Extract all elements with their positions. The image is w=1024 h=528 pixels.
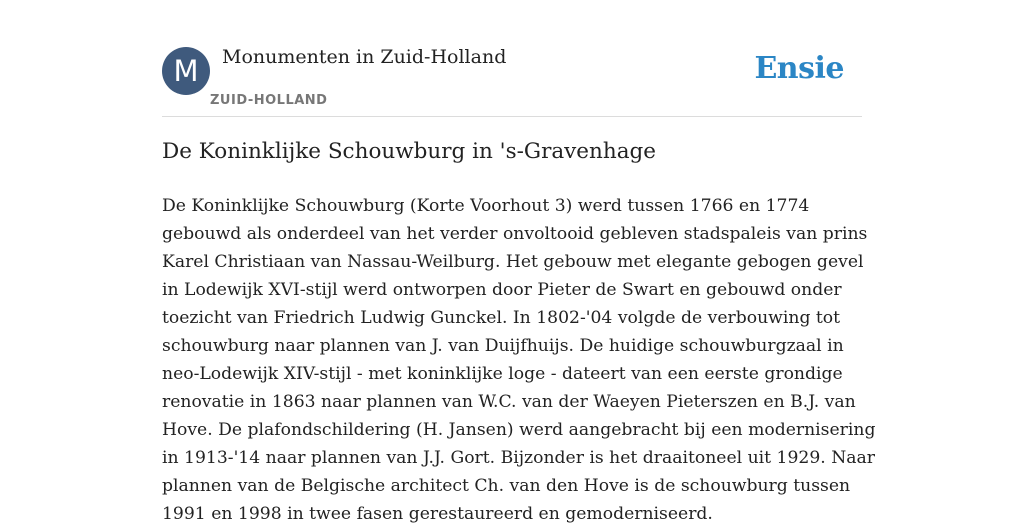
article-title: De Koninklijke Schouwburg in 's-Gravenhage bbox=[162, 139, 657, 164]
body-line: Karel Christiaan van Nassau-Weilburg. Het gebouw met elegante gebogen gevel bbox=[162, 252, 864, 272]
avatar[interactable]: M bbox=[162, 47, 210, 95]
body-line: 1991 en 1998 in twee fasen gerestaureerd en gemoderniseerd. bbox=[162, 504, 713, 524]
collection-header bbox=[162, 40, 862, 117]
collection-subtitle[interactable]: ZUID-HOLLAND bbox=[210, 93, 328, 108]
body-line: plannen van de Belgische architect Ch. van den Hove is de schouwburg tussen bbox=[162, 476, 851, 496]
brand-logo[interactable]: Ensie bbox=[754, 51, 844, 86]
body-line: neo-Lodewijk XIV-stijl - met koninklijke loge - dateert van een eerste grondige bbox=[162, 364, 843, 384]
body-line: renovatie in 1863 naar plannen van W.C. van der Waeyen Pieterszen en B.J. van bbox=[162, 392, 856, 412]
body-line: in Lodewijk XVI-stijl werd ontworpen door Pieter de Swart en gebouwd onder bbox=[162, 280, 842, 300]
body-line: Hove. De plafondschildering (H. Jansen) werd aangebracht bij een modernisering bbox=[162, 420, 876, 440]
body-line: De Koninklijke Schouwburg (Korte Voorhout 3) werd tussen 1766 en 1774 bbox=[162, 196, 810, 216]
body-line: schouwburg naar plannen van J. van Duijfhuijs. De huidige schouwburgzaal in bbox=[162, 336, 844, 356]
body-line: toezicht van Friedrich Ludwig Gunckel. In 1802-'04 volgde de verbouwing tot bbox=[162, 308, 841, 328]
body-line: in 1913-'14 naar plannen van J.J. Gort. Bijzonder is het draaitoneel uit 1929. Naar bbox=[162, 448, 875, 468]
collection-title[interactable]: Monumenten in Zuid-Holland bbox=[222, 46, 507, 68]
article-body bbox=[162, 192, 876, 528]
body-line: gebouwd als onderdeel van het verder onvoltooid gebleven stadspaleis van prins bbox=[162, 224, 868, 244]
